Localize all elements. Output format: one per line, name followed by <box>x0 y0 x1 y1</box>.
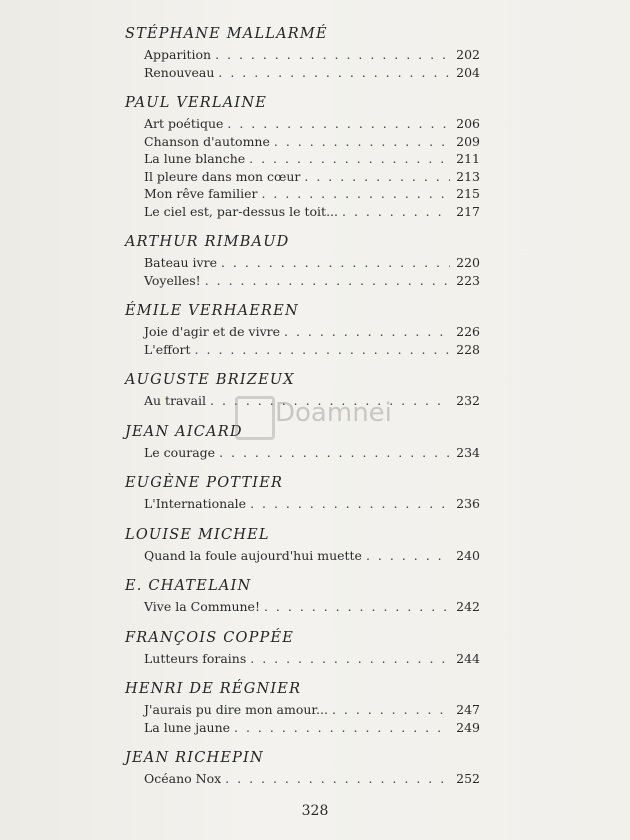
toc-entry <box>125 323 480 341</box>
entry-page-number: 234 <box>456 444 480 460</box>
entry-page-number: 211 <box>456 151 480 166</box>
toc-entry <box>125 185 480 203</box>
entry-title: La lune blanche <box>144 151 246 166</box>
entry-title: Mon rêve familier <box>144 186 258 201</box>
dot-leader <box>264 598 450 616</box>
author-heading: ÉMILE VERHAEREN <box>125 303 299 319</box>
toc-entry <box>125 719 480 737</box>
author-heading: FRANÇOIS COPPÉE <box>125 629 295 646</box>
dot-leader <box>274 133 450 151</box>
entry-page-number: 209 <box>456 133 480 149</box>
dot-leader <box>261 185 450 203</box>
toc-entry <box>125 770 480 788</box>
watermark-text: Doamnei <box>275 398 392 428</box>
entry-title: Au travail <box>144 393 207 408</box>
toc-section <box>125 24 480 81</box>
entry-page-number: 244 <box>456 650 480 666</box>
entry-title: Il pleure dans mon cœur <box>144 168 301 184</box>
entry-page-number: 236 <box>456 496 480 511</box>
dot-leader <box>205 272 450 290</box>
dot-leader <box>195 341 450 359</box>
toc-entry <box>125 598 480 616</box>
author-heading: ARTHUR RIMBAUD <box>125 234 290 250</box>
toc-section <box>125 525 480 565</box>
entry-page-number: 226 <box>456 324 480 339</box>
entry-title: Renouveau <box>144 64 215 80</box>
watermark-logo <box>235 384 400 440</box>
toc-entry <box>125 341 480 359</box>
dot-leader <box>342 203 450 221</box>
entry-title: Joie d'agir et de vivre <box>144 324 281 339</box>
entry-title: L'effort <box>144 341 191 357</box>
author-heading: E. CHATELAIN <box>125 578 252 594</box>
dot-leader <box>249 150 450 168</box>
dot-leader <box>250 495 450 513</box>
entry-page-number: 228 <box>456 341 480 357</box>
entry-page-number: 252 <box>456 771 480 786</box>
entry-page-number: 247 <box>456 702 480 717</box>
toc-section <box>125 93 480 220</box>
entry-title: Vive la Commune! <box>144 599 260 614</box>
author-heading: EUGÈNE POTTIER <box>125 475 284 491</box>
entry-title: Le ciel est, par-dessus le toit... <box>144 203 339 219</box>
toc-section <box>125 232 480 289</box>
entry-page-number: 215 <box>456 186 480 201</box>
entry-title: L'Internationale <box>144 496 247 511</box>
entry-title: Apparition <box>144 47 212 62</box>
entry-title: Bateau ivre <box>144 255 217 270</box>
entry-page-number: 217 <box>456 203 480 219</box>
author-heading: STÉPHANE MALLARMÉ <box>125 26 328 42</box>
dot-leader <box>250 650 450 668</box>
dot-leader <box>332 701 450 719</box>
entry-title: La lune jaune <box>144 719 231 735</box>
toc-entry <box>125 495 480 513</box>
toc-entry <box>125 203 480 221</box>
toc-entry <box>125 168 480 186</box>
dot-leader <box>234 719 450 737</box>
author-heading: PAUL VERLAINE <box>125 95 268 111</box>
dot-leader <box>304 168 450 186</box>
entry-page-number: 249 <box>456 719 480 735</box>
toc-entry <box>125 64 480 82</box>
dot-leader <box>284 323 450 341</box>
toc-entry <box>125 272 480 290</box>
author-heading: JEAN AICARD <box>125 423 243 440</box>
toc-entry <box>125 254 480 272</box>
toc-entry <box>125 701 480 719</box>
author-heading: HENRI DE RÉGNIER <box>125 681 302 697</box>
author-heading: JEAN RICHEPIN <box>125 750 264 766</box>
toc-section <box>125 576 480 616</box>
entry-title: Chanson d'automne <box>144 133 270 149</box>
dot-leader <box>221 254 450 272</box>
entry-page-number: 232 <box>456 393 480 408</box>
entry-page-number: 202 <box>456 47 480 62</box>
dot-leader <box>227 115 450 133</box>
page-number: 328 <box>301 803 329 819</box>
toc-entry <box>125 150 480 168</box>
toc-section <box>125 473 480 513</box>
toc-entry <box>125 444 480 462</box>
entry-page-number: 213 <box>456 168 480 184</box>
entry-page-number: 204 <box>456 64 480 80</box>
author-heading: AUGUSTE BRIZEUX <box>125 372 295 388</box>
book-icon <box>235 396 275 440</box>
entry-title: Lutteurs forains <box>144 650 247 666</box>
entry-page-number: 242 <box>456 599 480 614</box>
toc-entry <box>125 650 480 668</box>
toc-section <box>125 301 480 358</box>
dot-leader <box>219 444 450 462</box>
toc-section <box>125 748 480 788</box>
entry-page-number: 223 <box>456 272 480 288</box>
toc-entry <box>125 46 480 64</box>
toc-section <box>125 679 480 736</box>
author-heading: LOUISE MICHEL <box>125 526 270 543</box>
entry-title: J'aurais pu dire mon amour... <box>144 702 328 717</box>
entry-page-number: 206 <box>456 116 480 131</box>
toc-entry <box>125 115 480 133</box>
entry-title: Quand la foule aujourd'hui muette <box>144 547 362 563</box>
dot-leader <box>225 770 450 788</box>
dot-leader <box>215 46 450 64</box>
toc-section <box>125 628 480 668</box>
toc-entry <box>125 133 480 151</box>
entry-title: Le courage <box>144 444 216 460</box>
entry-page-number: 240 <box>456 547 480 563</box>
entry-title: Océano Nox <box>144 771 222 786</box>
entry-title: Voyelles! <box>144 272 201 288</box>
entry-page-number: 220 <box>456 255 480 270</box>
toc-entry <box>125 547 480 565</box>
dot-leader <box>366 547 450 565</box>
dot-leader <box>218 64 450 82</box>
entry-title: Art poétique <box>144 116 224 131</box>
